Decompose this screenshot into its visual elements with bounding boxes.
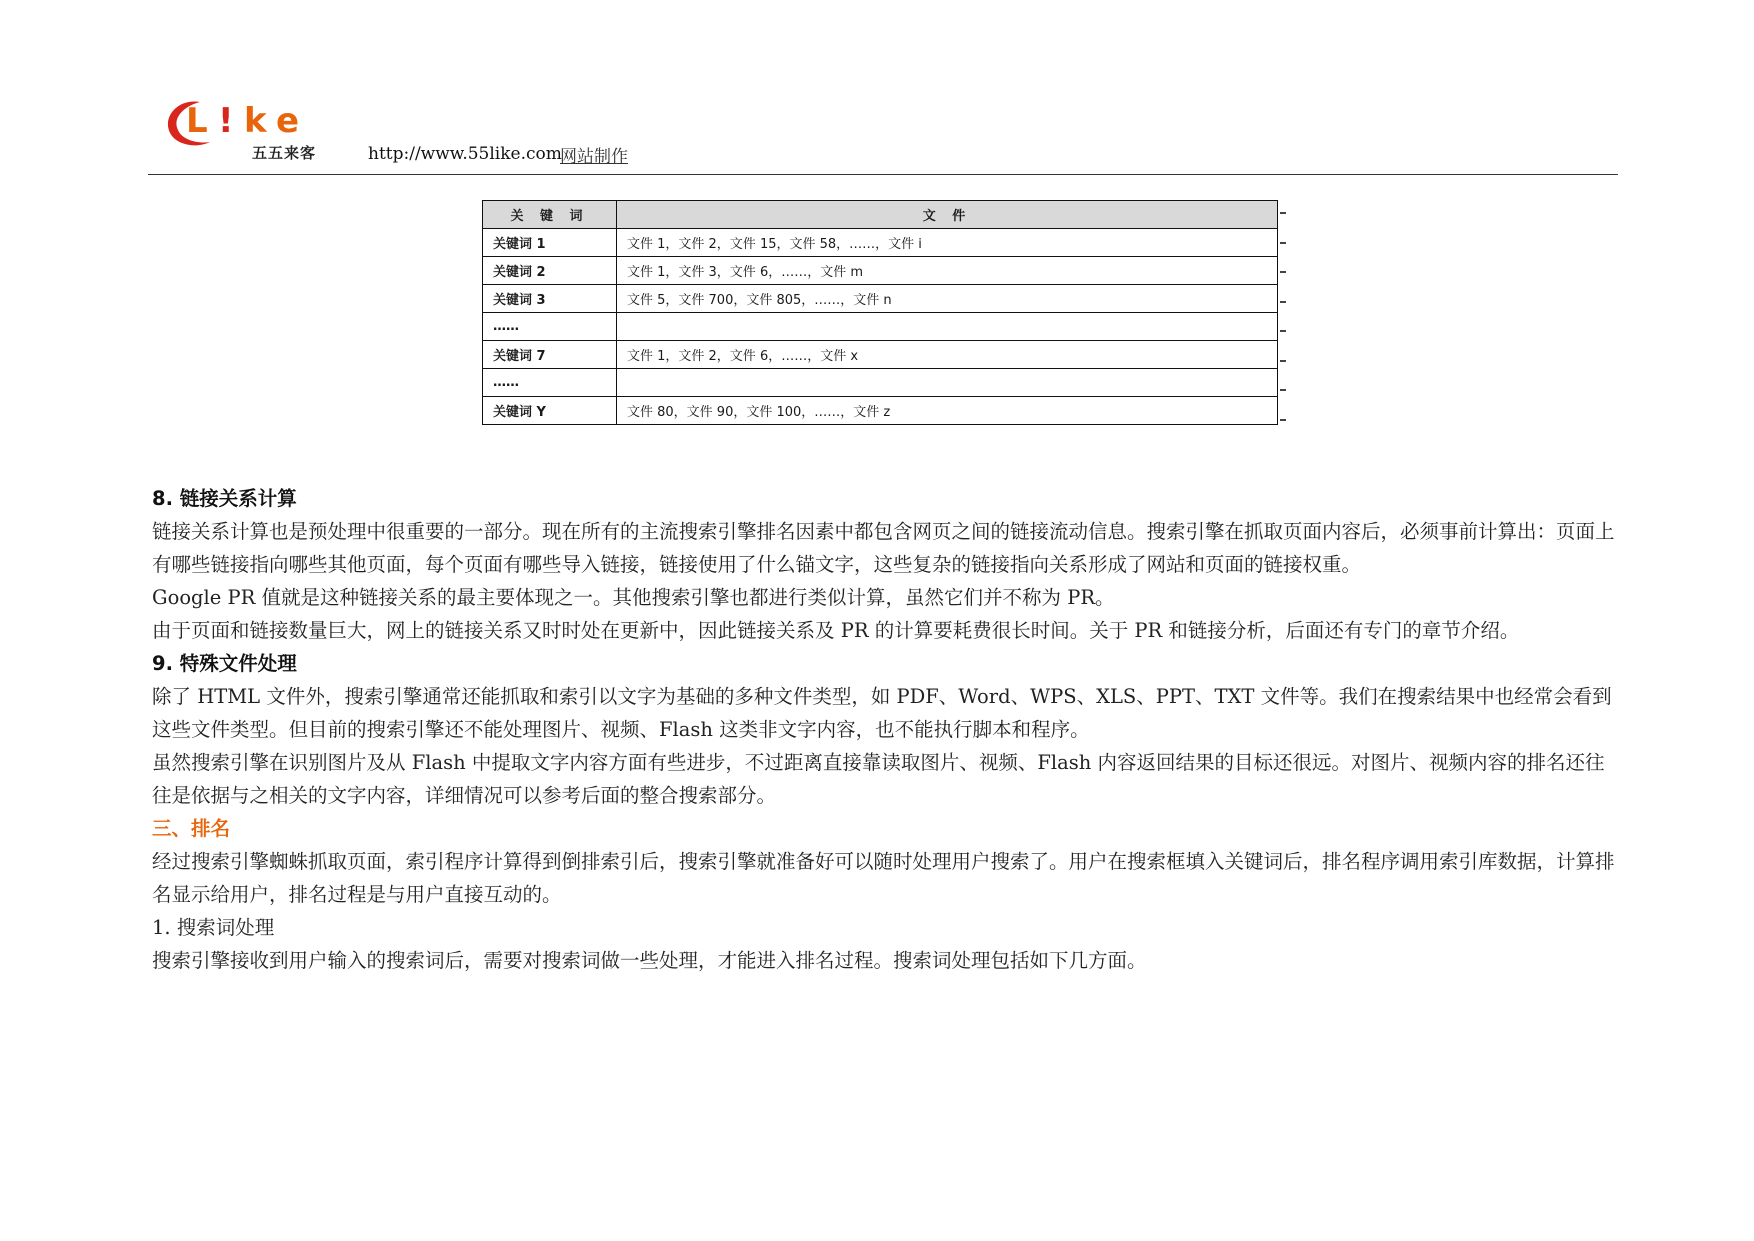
section-heading: 9. 特殊文件处理 [152,652,297,675]
row-marker [1280,330,1286,332]
logo-tagline: 五五来客 [252,144,317,162]
column-header-keyword: 关 键 词 [483,201,617,229]
files-cell [617,313,1278,341]
row-marker [1280,301,1286,303]
keyword-file-table [482,200,1278,425]
logo [158,90,333,160]
row-marker [1280,242,1286,244]
table-row [483,229,1278,257]
site-url[interactable]: http://www.55like.com [368,144,562,164]
row-marker [1280,389,1286,391]
keyword-cell: 关键词 7 [483,341,617,369]
table-row [483,257,1278,285]
paragraph: Google PR 值就是这种链接关系的最主要体现之一。其他搜索引擎也都进行类似计算，虽然它们并不称为 PR。 [152,586,1115,609]
row-marker [1280,419,1286,421]
row-marker [1280,360,1286,362]
paragraph: 搜索引擎接收到用户输入的搜索词后，需要对搜索词做一些处理，才能进入排名过程。搜索词处理包括如下几方面。 [152,949,1147,972]
keyword-cell: …… [483,369,617,397]
chapter-heading: 三、排名 [152,817,231,840]
table-row [483,313,1278,341]
paragraph: 由于页面和链接数量巨大，网上的链接关系又时时处在更新中，因此链接关系及 PR 的计算要耗费很长时间。关于 PR 和链接分析，后面还有专门的章节介绍。 [152,619,1520,642]
files-cell [617,369,1278,397]
paragraph: 经过搜索引擎蜘蛛抓取页面，索引程序计算得到倒排索引后，搜索引擎就准备好可以随时处理用户搜索了。用户在搜索框填入关键词后，排名程序调用索引库数据，计算排名显示给用户，排名过程是与用户直接互动的。 [152,850,1615,906]
paragraph: 1. 搜索词处理 [152,916,275,939]
keyword-cell: 关键词 Y [483,397,617,425]
paragraph: 链接关系计算也是预处理中很重要的一部分。现在所有的主流搜索引擎排名因素中都包含网页之间的链接流动信息。搜索引擎在抓取页面内容后，必须事前计算出：页面上有哪些链接指向哪些其他页面，每个页面有哪些导入链接，链接使用了什么锚文字，这些复杂的链接指向关系形成了网站和页面的链接权重。 [152,520,1615,576]
files-cell: 文件 80，文件 90，文件 100，……，文件 z [617,397,1278,425]
svg-text:!: ! [218,101,234,141]
paragraph: 虽然搜索引擎在识别图片及从 Flash 中提取文字内容方面有些进步，不过距离直接靠读取图片、视频、Flash 内容返回结果的目标还很远。对图片、视频内容的排名还往往是依据与之相关的文字内容，详细情况可以参考后面的整合搜索部分。 [152,751,1605,807]
svg-text:e: e [276,101,300,141]
table-row [483,285,1278,313]
keyword-cell: 关键词 2 [483,257,617,285]
keyword-cell: 关键词 1 [483,229,617,257]
site-link[interactable]: 网站制作 [560,147,628,167]
table-row [483,397,1278,425]
table-header-row [483,201,1278,229]
header-divider [148,174,1618,175]
svg-text:L: L [186,101,208,141]
row-marker [1280,271,1286,273]
files-cell: 文件 1，文件 2，文件 6，……，文件 x [617,341,1278,369]
section-heading: 8. 链接关系计算 [152,487,297,510]
table-row [483,341,1278,369]
files-cell: 文件 5，文件 700，文件 805，……，文件 n [617,285,1278,313]
column-header-file: 文 件 [617,201,1278,229]
keyword-cell: 关键词 3 [483,285,617,313]
document-body [152,482,1618,977]
keyword-cell: …… [483,313,617,341]
svg-text:k: k [244,101,267,141]
table-row [483,369,1278,397]
paragraph: 除了 HTML 文件外，搜索引擎通常还能抓取和索引以文字为基础的多种文件类型，如 PDF、Word、WPS、XLS、PPT、TXT 文件等。我们在搜索结果中也经常会看到这些文件类型。但目前的搜索引擎还不能处理图片、视频、Flash 这类非文字内容，也不能执行脚本和程序。 [152,685,1612,741]
files-cell: 文件 1，文件 2，文件 15，文件 58，……，文件 i [617,229,1278,257]
row-marker [1280,212,1286,214]
files-cell: 文件 1，文件 3，文件 6，……，文件 m [617,257,1278,285]
page-header [148,84,1618,174]
